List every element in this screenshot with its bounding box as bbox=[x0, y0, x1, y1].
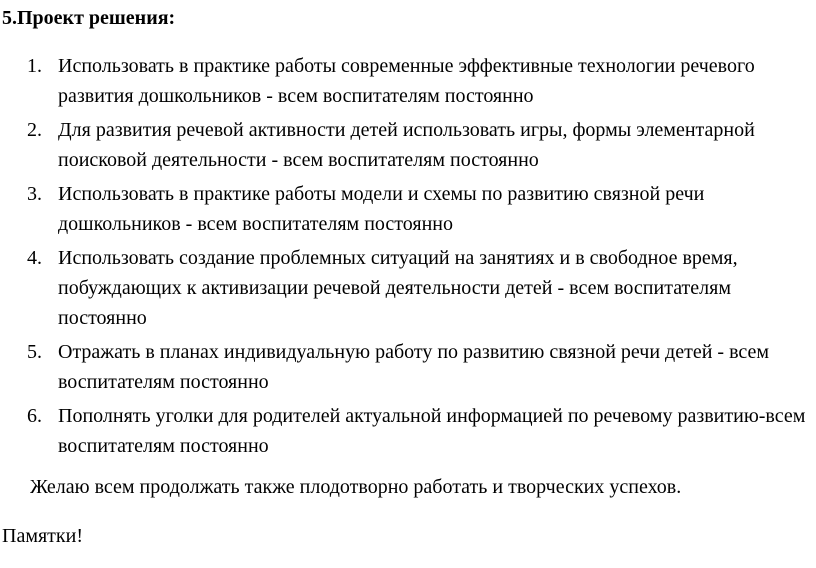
list-item-number: 6. bbox=[27, 405, 42, 427]
memo-label: Памятки! bbox=[2, 525, 83, 547]
list-item bbox=[0, 51, 816, 111]
list-item-text: Использовать в практике работы современные эффективные технологии речевого развития дошкольников - всем воспитателям постоянно bbox=[58, 55, 755, 107]
section-heading: 5.Проект решения: bbox=[2, 7, 176, 29]
list-item-number: 3. bbox=[27, 183, 42, 205]
list-item-text: Для развития речевой активности детей использовать игры, формы элементарной поисковой деятельности - всем воспитателям постоянно bbox=[58, 119, 755, 171]
list-item-text: Отражать в планах индивидуальную работу по развитию связной речи детей - всем воспитателям постоянно bbox=[58, 341, 770, 393]
list-item-text: Использовать создание проблемных ситуаций на занятиях и в свободное время, побуждающих к активизации речевой деятельности детей - всем воспитателям постоянно bbox=[58, 247, 738, 329]
list-item bbox=[0, 115, 816, 175]
list-item-number: 1. bbox=[27, 55, 42, 77]
list-item bbox=[0, 401, 816, 461]
list-item-text: Пополнять уголки для родителей актуальной информацией по речевому развитию-всем воспитателям постоянно bbox=[58, 405, 806, 457]
list-item-text: Использовать в практике работы модели и схемы по развитию связной речи дошкольников - всем воспитателям постоянно bbox=[58, 183, 705, 235]
list-item bbox=[0, 243, 816, 333]
list-item-number: 4. bbox=[27, 247, 42, 269]
list-item bbox=[0, 179, 816, 239]
decision-list bbox=[0, 51, 816, 465]
list-item-number: 5. bbox=[27, 341, 42, 363]
list-item-number: 2. bbox=[27, 119, 42, 141]
closing-wish: Желаю всем продолжать также плодотворно работать и творческих успехов. bbox=[30, 476, 682, 498]
list-item bbox=[0, 337, 816, 397]
